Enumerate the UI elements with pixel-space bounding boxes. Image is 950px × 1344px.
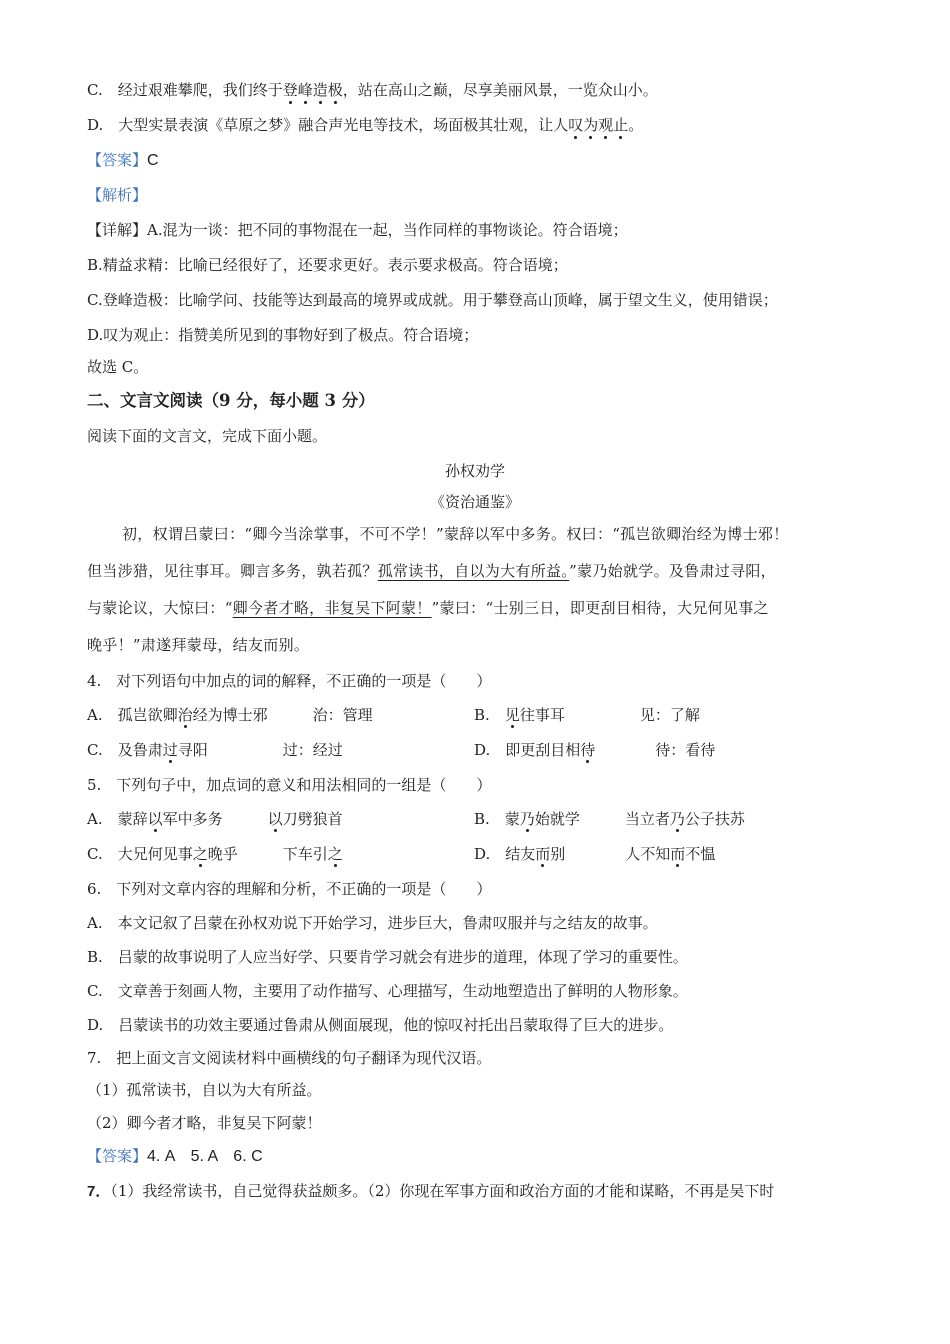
underlined-sentence-2: 卿今者才略，非复吴下阿蒙！ (232, 599, 432, 617)
q3-answer: 【答案】C (87, 151, 159, 169)
q3-option-c-dotted: 登峰造极 (283, 81, 343, 105)
q6-option-d: D. 吕蒙读书的功效主要通过鲁肃从侧面展现，他的惊叹衬托出吕蒙取得了巨大的进步。 (87, 1016, 674, 1034)
q3-option-c: C. 经过艰难攀爬，我们终于登峰造极，站在高山之巅，尽享美丽风景，一览众山小。 (87, 78, 658, 102)
passage-line-2: 但当涉猎，见往事耳。卿言多务，孰若孤？孤常读书，自以为大有所益。”蒙乃始就学。及鲁肃过寻阳， (87, 562, 776, 580)
section2-heading: 二、文言文阅读（9 分，每小题 3 分） (87, 391, 375, 410)
q5-stem: 5. 下列句子中，加点词的意义和用法相同的一组是（ ） (87, 776, 492, 794)
q3-analysis-line-a: 【详解】A.混为一谈：把不同的事物混在一起，当作同样的事物谈论。符合语境； (87, 221, 628, 239)
q6-option-b: B. 吕蒙的故事说明了人应当好学、只要肯学习就会有进步的道理，体现了学习的重要性。 (87, 948, 688, 966)
q5-option-c: C. 大兄何见事之晚乎 下车引之 (87, 845, 343, 863)
q5-option-b: B. 蒙乃始就学 当立者乃公子扶苏 (474, 810, 745, 828)
q4-stem: 4. 对下列语句中加点的词的解释，不正确的一项是（ ） (87, 672, 492, 690)
q6-stem: 6. 下列对文章内容的理解和分析，不正确的一项是（ ） (87, 880, 492, 898)
section2-instruction: 阅读下面的文言文，完成下面小题。 (87, 427, 328, 445)
underlined-sentence-1: 孤常读书，自以为大有所益。 (377, 562, 570, 580)
q5-option-a: A. 蒙辞以军中多务 以刀劈狼首 (87, 810, 343, 828)
q7-sentence-2: （2）卿今者才略，非复吴下阿蒙！ (87, 1114, 322, 1132)
q6-option-a: A. 本文记叙了吕蒙在孙权劝说下开始学习，进步巨大，鲁肃叹服并与之结友的故事。 (87, 914, 658, 932)
q7-stem: 7. 把上面文言文阅读材料中画横线的句子翻译为现代汉语。 (87, 1049, 492, 1067)
q5-option-d: D. 结友而别 人不知而不愠 (474, 845, 716, 863)
q7-sentence-1: （1）孤常读书，自以为大有所益。 (87, 1081, 322, 1099)
q3-analysis-conclusion: 故选 C。 (87, 358, 149, 376)
q4-option-d: D. 即更刮目相待 待：看待 (474, 741, 716, 759)
q3-analysis-line-c: C.登峰造极：比喻学问、技能等达到最高的境界或成就。用于攀登高山顶峰，属于望文生义，使用错误； (87, 291, 778, 309)
q4-option-b: B. 见往事耳 见：了解 (474, 706, 700, 724)
passage-source: 《资治通鉴》 (429, 493, 520, 511)
q7-answer: 7．（1）我经常读书，自己觉得获益颇多。（2）你现在军事方面和政治方面的才能和谋略，不再是吴下时 (87, 1182, 775, 1200)
q6-option-c: C. 文章善于刻画人物，主要用了动作描写、心理描写，生动地塑造出了鲜明的人物形象。 (87, 982, 688, 1000)
q4-option-a: A. 孤岂欲卿治经为博士邪 治：管理 (87, 706, 373, 724)
passage-title: 孙权劝学 (444, 462, 505, 480)
answers: 【答案】4. A 5. A 6. C (87, 1147, 263, 1165)
passage-line-3: 与蒙论议，大惊曰：“卿今者才略，非复吴下阿蒙！”蒙曰：“士别三日，即更刮目相待，大兄何见事之 (87, 599, 769, 617)
passage-line-4: 晚乎！”肃遂拜蒙母，结友而别。 (87, 636, 310, 654)
q3-analysis-line-d: D.叹为观止：指赞美所见到的事物好到了极点。符合语境； (87, 326, 479, 344)
q3-option-d-dotted: 叹为观止 (568, 116, 628, 140)
passage-line-1: 初，权谓吕蒙曰：“卿今当涂掌事，不可不学！”蒙辞以军中多务。权曰：“孤岂欲卿治经为博士邪！ (122, 525, 789, 543)
q4-option-c: C. 及鲁肃过寻阳 过：经过 (87, 741, 343, 759)
q3-analysis-line-b: B.精益求精：比喻已经很好了，还要求更好。表示要求极高。符合语境； (87, 256, 568, 274)
q3-analysis-tag: 【解析】 (87, 186, 148, 204)
q3-option-d: D. 大型实景表演《草原之梦》融合声光电等技术，场面极其壮观，让人叹为观止。 (87, 113, 643, 137)
